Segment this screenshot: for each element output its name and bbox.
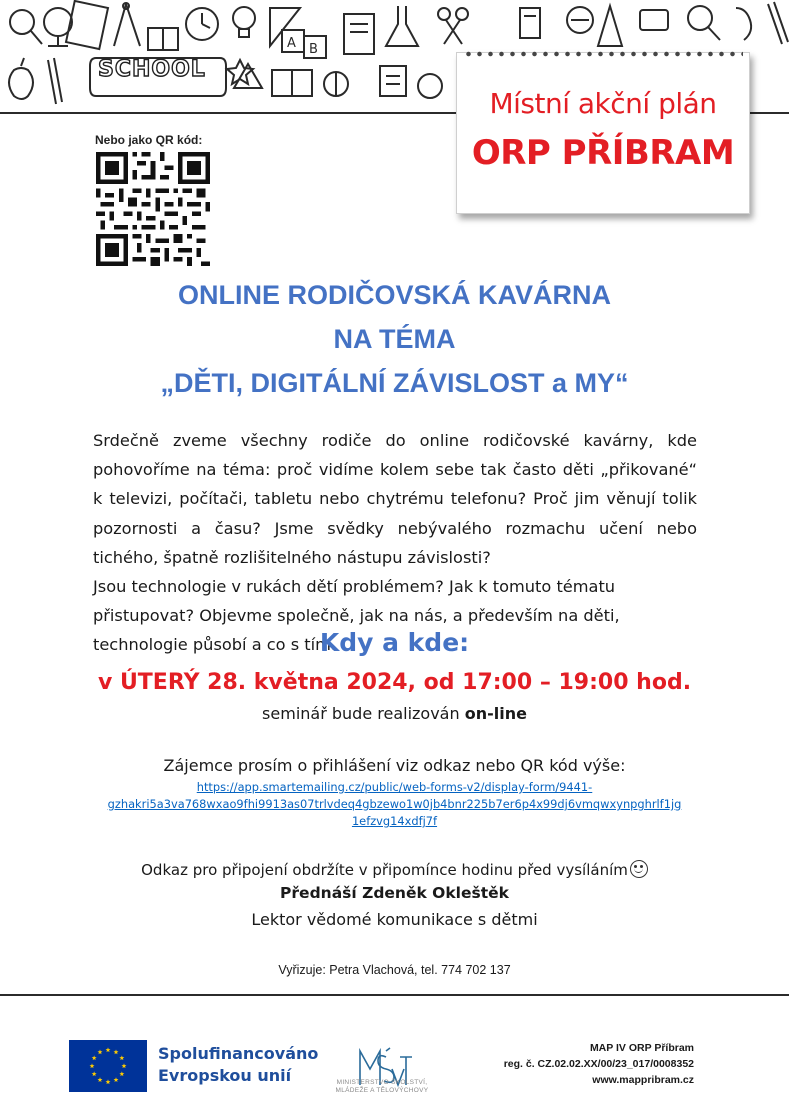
- msmt-caption-line1: MINISTERSTVO ŠKOLSTVÍ,: [336, 1079, 428, 1086]
- map-logo-card: [456, 52, 750, 214]
- event-date-time: v ÚTERÝ 28. května 2024, od 17:00 – 19:00 hod.: [97, 670, 692, 695]
- contact-line: Vyřizuje: Petra Vlachová, tel. 774 702 137: [278, 963, 511, 977]
- smiley-icon: [630, 860, 648, 878]
- when-where-heading: Kdy a kde:: [319, 628, 470, 657]
- eu-label-line1: Spolufinancováno: [158, 1044, 319, 1063]
- reminder-line: [0, 860, 789, 879]
- svg-text:B: B: [309, 42, 318, 57]
- map-card-title: Místní akční plán: [489, 87, 717, 120]
- event-title-line1: ONLINE RODIČOVSKÁ KAVÁRNA: [177, 280, 611, 310]
- event-mode-online: on-line: [464, 704, 527, 723]
- eu-cofunding-label: [158, 1043, 318, 1087]
- spiral-binding: [463, 47, 743, 61]
- reminder-text: Odkaz pro připojení obdržíte v připomínce hodinu před vysíláním: [141, 861, 628, 879]
- registration-link-line2[interactable]: gzhakri5a3va768wxao9fhi9913as07trlvdeq4gbzewo1w0jb4bnr225b7er6p4x99dj6vmqwxynpghrlf1jg: [107, 797, 682, 811]
- invitation-paragraph: Srdečně zveme všechny rodiče do online rodičovské kavárny, kde pohovoříme na téma: proč vidíme kolem sebe tak často děti „přikované“ k televizi, počítači, tabletu nebo chytrému telefonu? Proč jim věnují tolik pozornosti a času? Jsme svědky nebývalého rozmachu učení nebo tichého, špatně rozlišitelného nástupu závislosti?: [93, 431, 697, 567]
- event-title-line2: NA TÉMA: [333, 324, 456, 354]
- registration-instruction: Zájemce prosím o přihlášení viz odkaz nebo QR kód výše:: [163, 756, 626, 775]
- footer-divider: [0, 994, 789, 996]
- event-title-line3: „DĚTI, DIGITÁLNÍ ZÁVISLOST a MY“: [160, 368, 629, 398]
- project-registration-number: reg. č. CZ.02.02.XX/00/23_017/0008352: [503, 1058, 694, 1070]
- svg-text:A: A: [287, 36, 296, 51]
- project-website[interactable]: www.mappribram.cz: [592, 1074, 694, 1086]
- project-info: [504, 1040, 694, 1088]
- msmt-caption-line2: MLÁDEŽE A TĚLOVÝCHOVY: [335, 1087, 429, 1094]
- speaker-role: Lektor vědomé komunikace s dětmi: [251, 910, 538, 929]
- qr-code[interactable]: [96, 152, 210, 266]
- eu-label-line2: Evropskou unií: [158, 1066, 292, 1085]
- school-word-art: SCHOOL: [98, 57, 206, 82]
- eu-flag-icon: [69, 1040, 147, 1092]
- project-name: MAP IV ORP Příbram: [589, 1042, 694, 1054]
- qr-label: Nebo jako QR kód:: [95, 133, 203, 147]
- question-paragraph: Jsou technologie v rukách dětí problémem? Jak k tomuto tématu přistupovat? Objevme společně, jak na nás, a především na děti, technologie působí a co s tím.: [93, 577, 620, 655]
- event-mode: [0, 704, 789, 723]
- map-card-subtitle: ORP PŘÍBRAM: [471, 133, 735, 173]
- event-mode-text: seminář bude realizován: [262, 704, 465, 723]
- msmt-caption: [322, 1079, 442, 1095]
- speaker-name: Přednáší Zdeněk Okleštěk: [280, 884, 509, 902]
- registration-link-line1[interactable]: https://app.smartemailing.cz/public/web-forms-v2/display-form/9441-: [196, 780, 593, 794]
- registration-link-line3[interactable]: 1efzvg14xdfj7f: [351, 814, 438, 828]
